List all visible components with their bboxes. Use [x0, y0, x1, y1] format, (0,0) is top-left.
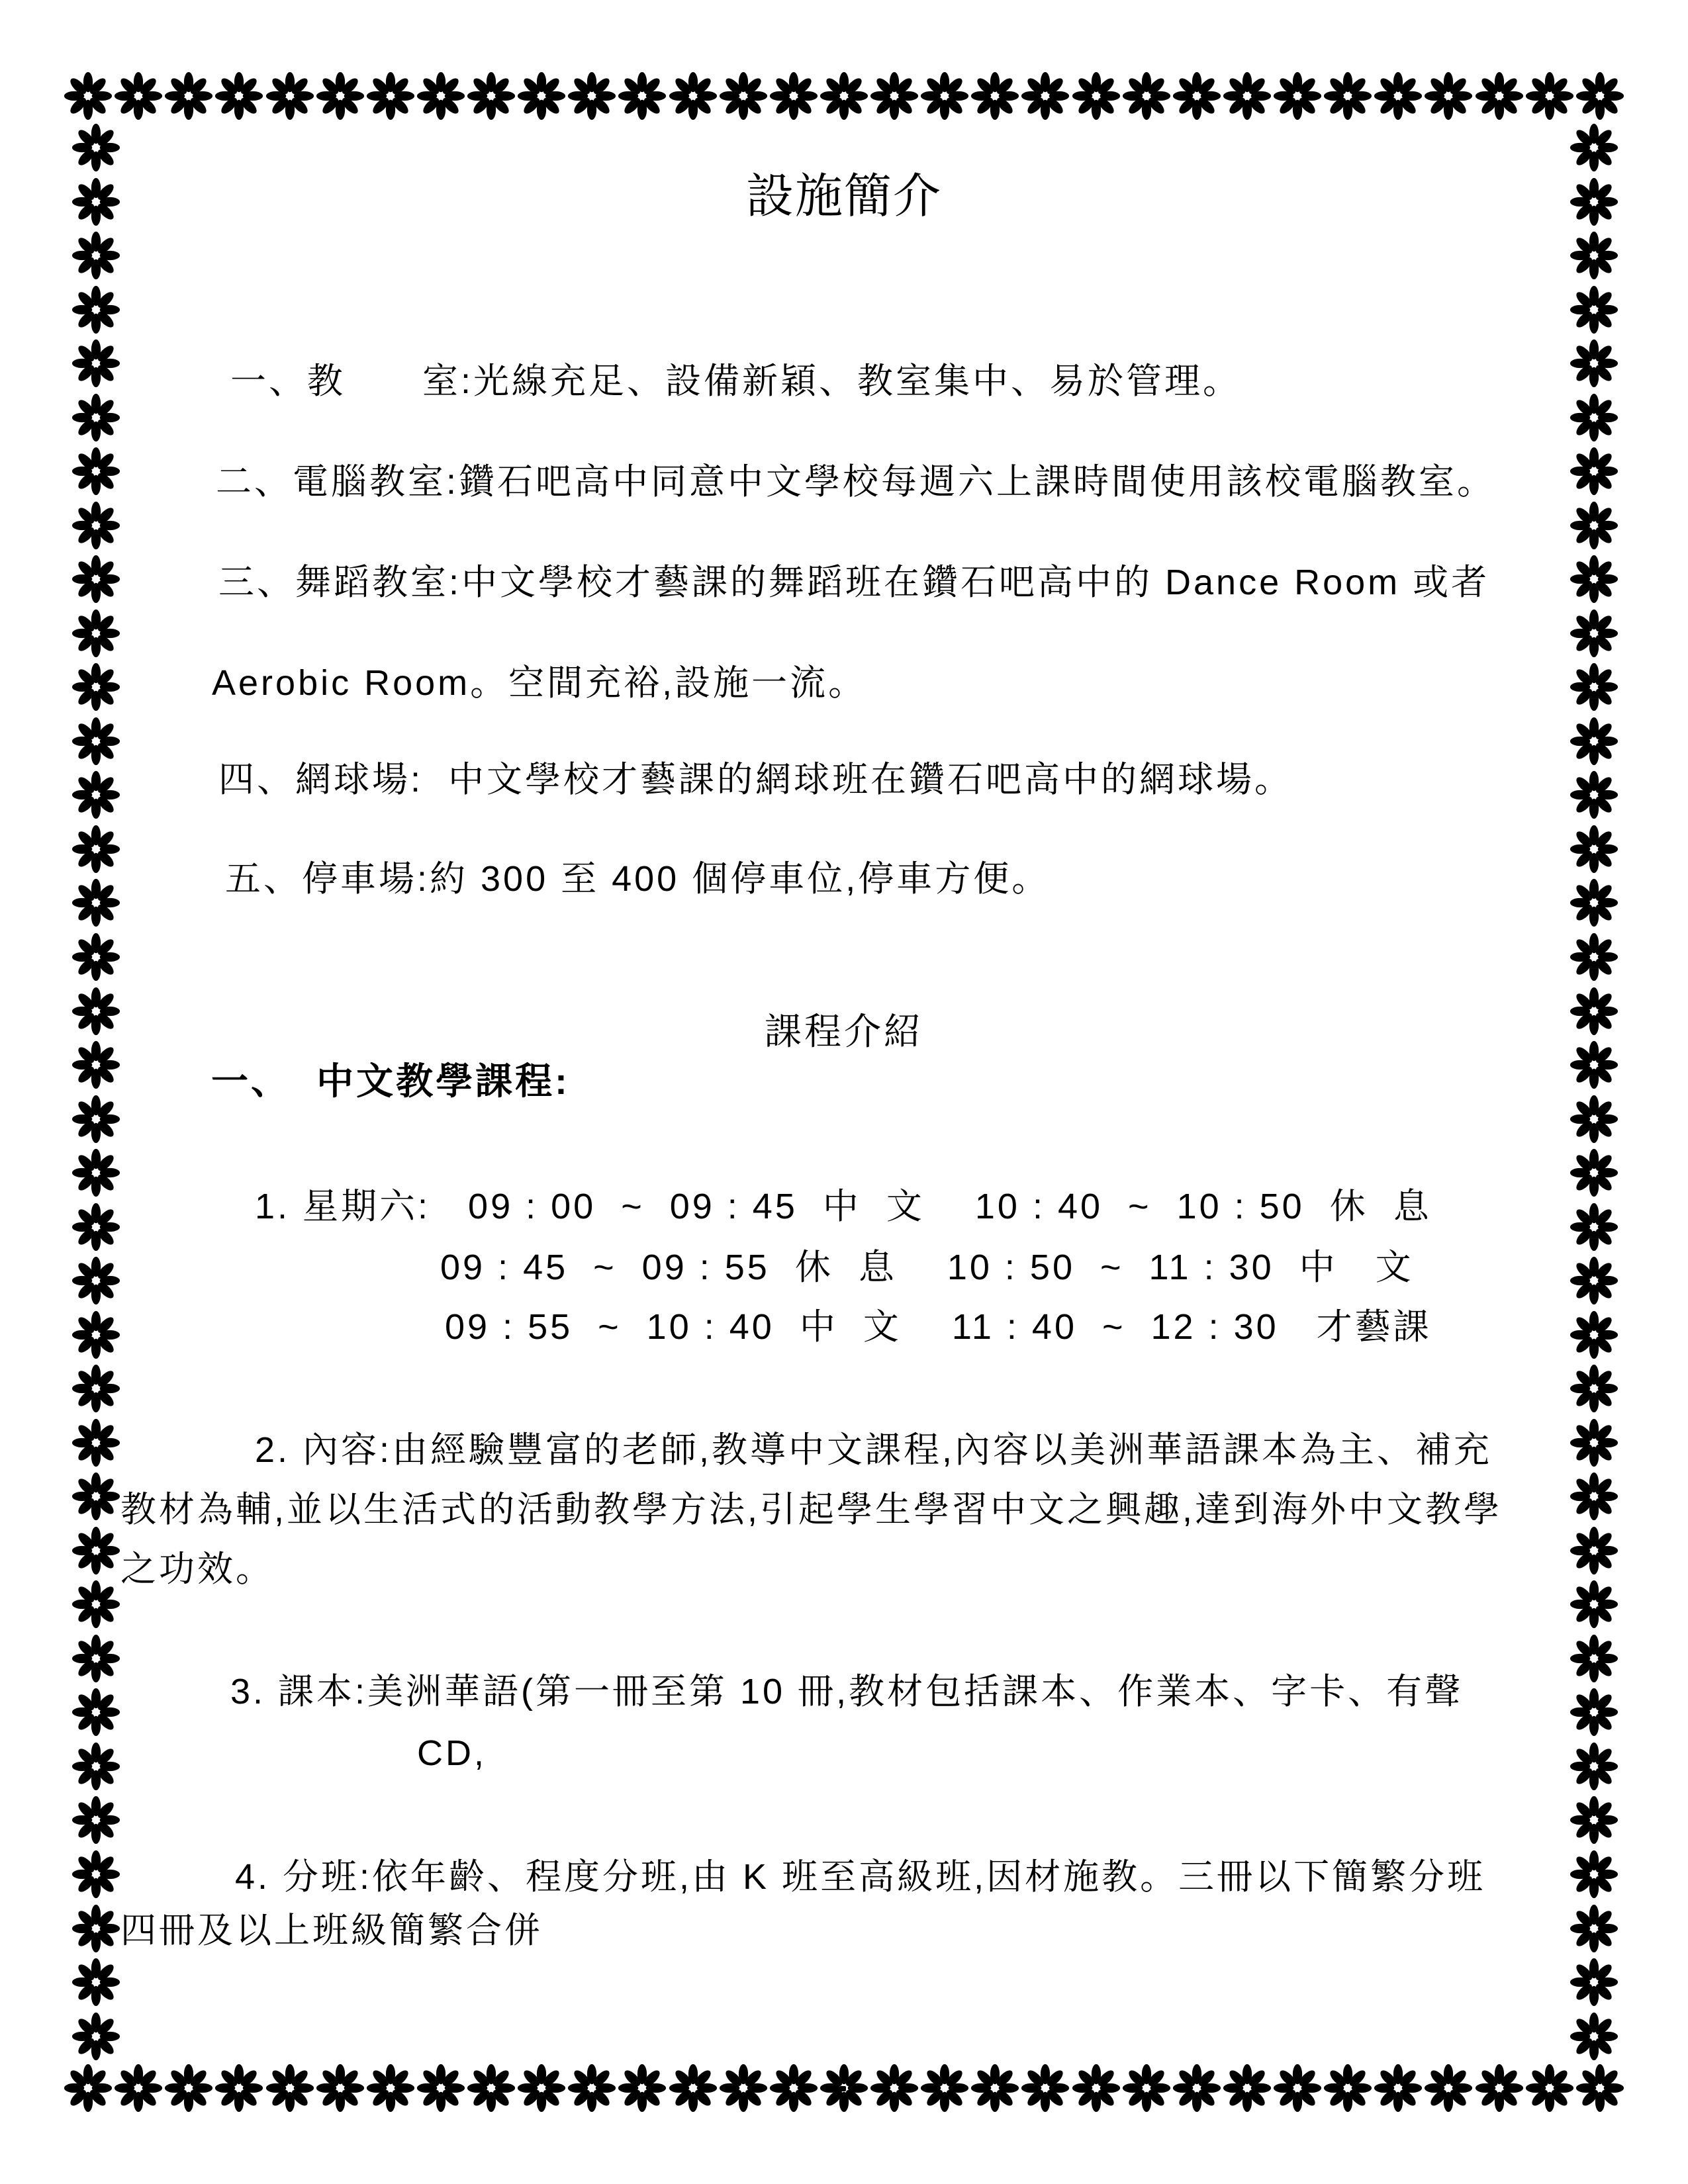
flower-asterisk-icon	[1569, 1471, 1619, 1522]
flower-asterisk-icon	[71, 1687, 121, 1737]
flower-asterisk-icon	[71, 285, 121, 335]
flower-asterisk-icon	[265, 2063, 315, 2113]
flower-asterisk-icon	[365, 71, 416, 121]
course-content-line2: 教材為輔,並以生活式的活動教學方法,引起學生學習中文之興趣,達到海外中文教學	[120, 1490, 1503, 1529]
flower-asterisk-icon	[63, 71, 113, 121]
flower-asterisk-icon	[1569, 932, 1619, 982]
flower-asterisk-icon	[1222, 71, 1272, 121]
flower-asterisk-icon	[819, 71, 869, 121]
flower-asterisk-icon	[617, 2063, 667, 2113]
flower-asterisk-icon	[769, 2063, 819, 2113]
flower-asterisk-icon	[113, 71, 164, 121]
schedule-line-3: 09 : 55 ~ 10 : 40 中 文 11 : 40 ~ 12 : 30 才藝課	[445, 1307, 1432, 1347]
flower-asterisk-icon	[71, 1148, 121, 1198]
flower-asterisk-icon	[71, 1525, 121, 1576]
flower-asterisk-icon	[1423, 2063, 1474, 2113]
page-title: 設施簡介	[745, 170, 942, 223]
flower-asterisk-icon	[919, 2063, 970, 2113]
flower-asterisk-icon	[1569, 1525, 1619, 1576]
flower-asterisk-icon	[1071, 71, 1121, 121]
flower-asterisk-icon	[71, 1310, 121, 1360]
flower-asterisk-icon	[1569, 1255, 1619, 1306]
flower-asterisk-icon	[71, 932, 121, 982]
flower-asterisk-icon	[1569, 878, 1619, 928]
flower-asterisk-icon	[71, 1957, 121, 2007]
facility-item-classroom: 一、教 室:光線充足、設備新穎、教室集中、易於管理。	[230, 361, 1242, 401]
stray-curve-mark: ˘	[679, 100, 689, 134]
flower-asterisk-icon	[1569, 1310, 1619, 1360]
textbook-line1: 3. 課本:美洲華語(第一冊至第 10 冊,教材包括課本、作業本、字卡、有聲	[230, 1672, 1464, 1711]
class-placement-line1: 4. 分班:依年齡、程度分班,由 K 班至高級班,因材施教。三冊以下簡繁分班	[235, 1857, 1486, 1897]
flower-asterisk-icon	[71, 230, 121, 281]
flower-asterisk-icon	[1373, 71, 1423, 121]
flower-asterisk-icon	[1121, 2063, 1172, 2113]
flower-asterisk-icon	[1172, 71, 1222, 121]
flower-asterisk-icon	[1474, 71, 1524, 121]
flower-asterisk-icon	[71, 2011, 121, 2062]
flower-asterisk-icon	[1121, 71, 1172, 121]
flower-asterisk-icon	[1569, 1202, 1619, 1252]
facility-item-dance-room-line2: Aerobic Room。空間充裕,設施一流。	[212, 663, 867, 703]
flower-asterisk-icon	[1323, 71, 1373, 121]
border-top-row	[63, 71, 1625, 121]
flower-asterisk-icon	[1569, 608, 1619, 659]
flower-asterisk-icon	[71, 1903, 121, 1954]
flower-asterisk-icon	[1569, 662, 1619, 712]
flower-asterisk-icon	[1569, 1795, 1619, 1845]
flower-asterisk-icon	[71, 1633, 121, 1684]
flower-asterisk-icon	[71, 716, 121, 766]
flower-asterisk-icon	[416, 2063, 466, 2113]
flower-asterisk-icon	[71, 1202, 121, 1252]
flower-asterisk-icon	[315, 2063, 365, 2113]
flower-asterisk-icon	[1569, 716, 1619, 766]
flower-asterisk-icon	[516, 71, 567, 121]
flower-asterisk-icon	[1575, 2063, 1625, 2113]
chinese-program-title: 一、 中文教學課程:	[211, 1060, 570, 1102]
flower-asterisk-icon	[567, 71, 617, 121]
flower-asterisk-icon	[1569, 554, 1619, 604]
facility-item-computer-room: 二、電腦教室:鑽石吧高中同意中文學校每週六上課時間使用該校電腦教室。	[216, 462, 1495, 502]
flower-asterisk-icon	[1569, 824, 1619, 874]
facility-item-tennis-court: 四、網球場: 中文學校才藝課的網球班在鑽石吧高中的網球場。	[218, 760, 1293, 799]
course-content-line3: 之功效。	[120, 1549, 274, 1589]
flower-asterisk-icon	[71, 1849, 121, 1899]
flower-asterisk-icon	[71, 1094, 121, 1144]
flower-asterisk-icon	[71, 1471, 121, 1522]
facility-item-dance-room-line1: 三、舞蹈教室:中文學校才藝課的舞蹈班在鑽石吧高中的 Dance Room 或者	[218, 563, 1490, 602]
flower-asterisk-icon	[516, 2063, 567, 2113]
flower-asterisk-icon	[71, 1255, 121, 1306]
flower-asterisk-icon	[617, 71, 667, 121]
flower-asterisk-icon	[1323, 2063, 1373, 2113]
flower-asterisk-icon	[718, 71, 769, 121]
flower-asterisk-icon	[71, 392, 121, 443]
flower-asterisk-icon	[71, 500, 121, 551]
flower-asterisk-icon	[214, 2063, 264, 2113]
textbook-line2: CD,	[417, 1733, 487, 1773]
flower-asterisk-icon	[71, 1579, 121, 1629]
flower-asterisk-icon	[668, 2063, 718, 2113]
flower-asterisk-icon	[1071, 2063, 1121, 2113]
flower-asterisk-icon	[71, 554, 121, 604]
flower-asterisk-icon	[567, 2063, 617, 2113]
courses-section-heading: 課程介紹	[765, 1011, 923, 1052]
flower-asterisk-icon	[1569, 230, 1619, 281]
flower-asterisk-icon	[1569, 770, 1619, 820]
flower-asterisk-icon	[1569, 1363, 1619, 1414]
flower-asterisk-icon	[71, 338, 121, 388]
flower-asterisk-icon	[1020, 71, 1070, 121]
flower-asterisk-icon	[71, 1741, 121, 1792]
flower-asterisk-icon	[919, 71, 970, 121]
facility-item-parking-lot: 五、停車場:約 300 至 400 個停車位,停車方便。	[225, 859, 1051, 899]
flower-asterisk-icon	[1569, 338, 1619, 388]
flower-asterisk-icon	[970, 71, 1020, 121]
flower-asterisk-icon	[71, 608, 121, 659]
flower-asterisk-icon	[1569, 392, 1619, 443]
flower-asterisk-icon	[1569, 1957, 1619, 2007]
flower-asterisk-icon	[1423, 71, 1474, 121]
flower-asterisk-icon	[1569, 1633, 1619, 1684]
flower-asterisk-icon	[970, 2063, 1020, 2113]
flower-asterisk-icon	[1272, 71, 1323, 121]
flower-asterisk-icon	[466, 2063, 516, 2113]
flower-asterisk-icon	[869, 2063, 919, 2113]
flower-asterisk-icon	[1569, 500, 1619, 551]
flower-asterisk-icon	[1373, 2063, 1423, 2113]
flower-asterisk-icon	[1569, 1849, 1619, 1899]
flower-asterisk-icon	[1524, 2063, 1575, 2113]
flower-asterisk-icon	[668, 71, 718, 121]
flower-asterisk-icon	[1569, 1579, 1619, 1629]
flower-asterisk-icon	[1569, 285, 1619, 335]
flower-asterisk-icon	[1272, 2063, 1323, 2113]
stray-dot-mark	[839, 2086, 846, 2091]
flower-asterisk-icon	[164, 2063, 214, 2113]
flower-asterisk-icon	[63, 2063, 113, 2113]
flower-asterisk-icon	[71, 446, 121, 496]
flower-asterisk-icon	[1569, 1741, 1619, 1792]
flower-asterisk-icon	[214, 71, 264, 121]
flower-asterisk-icon	[265, 71, 315, 121]
flower-asterisk-icon	[71, 662, 121, 712]
border-right-column	[1569, 122, 1619, 2062]
flower-asterisk-icon	[71, 824, 121, 874]
flower-asterisk-icon	[416, 71, 466, 121]
flower-asterisk-icon	[1569, 1903, 1619, 1954]
flower-asterisk-icon	[1569, 446, 1619, 496]
flower-asterisk-icon	[1569, 2011, 1619, 2062]
flower-asterisk-icon	[1222, 2063, 1272, 2113]
flower-asterisk-icon	[365, 2063, 416, 2113]
flower-asterisk-icon	[1569, 1418, 1619, 1468]
flower-asterisk-icon	[1569, 1094, 1619, 1144]
flower-asterisk-icon	[71, 770, 121, 820]
flower-asterisk-icon	[1474, 2063, 1524, 2113]
flower-asterisk-icon	[71, 1363, 121, 1414]
flower-asterisk-icon	[1569, 1148, 1619, 1198]
flower-asterisk-icon	[113, 2063, 164, 2113]
flower-asterisk-icon	[1575, 71, 1625, 121]
flower-asterisk-icon	[1569, 1687, 1619, 1737]
class-placement-line2: 四冊及以上班級簡繁合併	[120, 1911, 543, 1950]
course-content-line1: 2. 內容:由經驗豐富的老師,教導中文課程,內容以美洲華語課本為主、補充	[255, 1430, 1493, 1470]
flower-asterisk-icon	[1524, 71, 1575, 121]
flower-asterisk-icon	[315, 71, 365, 121]
flower-asterisk-icon	[71, 1418, 121, 1468]
flower-asterisk-icon	[1020, 2063, 1070, 2113]
flower-asterisk-icon	[71, 878, 121, 928]
flower-asterisk-icon	[466, 71, 516, 121]
border-left-column	[71, 122, 121, 2062]
flower-asterisk-icon	[164, 71, 214, 121]
schedule-line-2: 09 : 45 ~ 09 : 55 休 息 10 : 50 ~ 11 : 30 中 文	[440, 1248, 1414, 1287]
flower-asterisk-icon	[769, 71, 819, 121]
flower-asterisk-icon	[71, 1795, 121, 1845]
flower-asterisk-icon	[869, 71, 919, 121]
flower-asterisk-icon	[718, 2063, 769, 2113]
flower-asterisk-icon	[1172, 2063, 1222, 2113]
schedule-line-1: 1. 星期六: 09 : 00 ~ 09 : 45 中 文 10 : 40 ~ 10 : 50 休 息	[255, 1187, 1432, 1226]
